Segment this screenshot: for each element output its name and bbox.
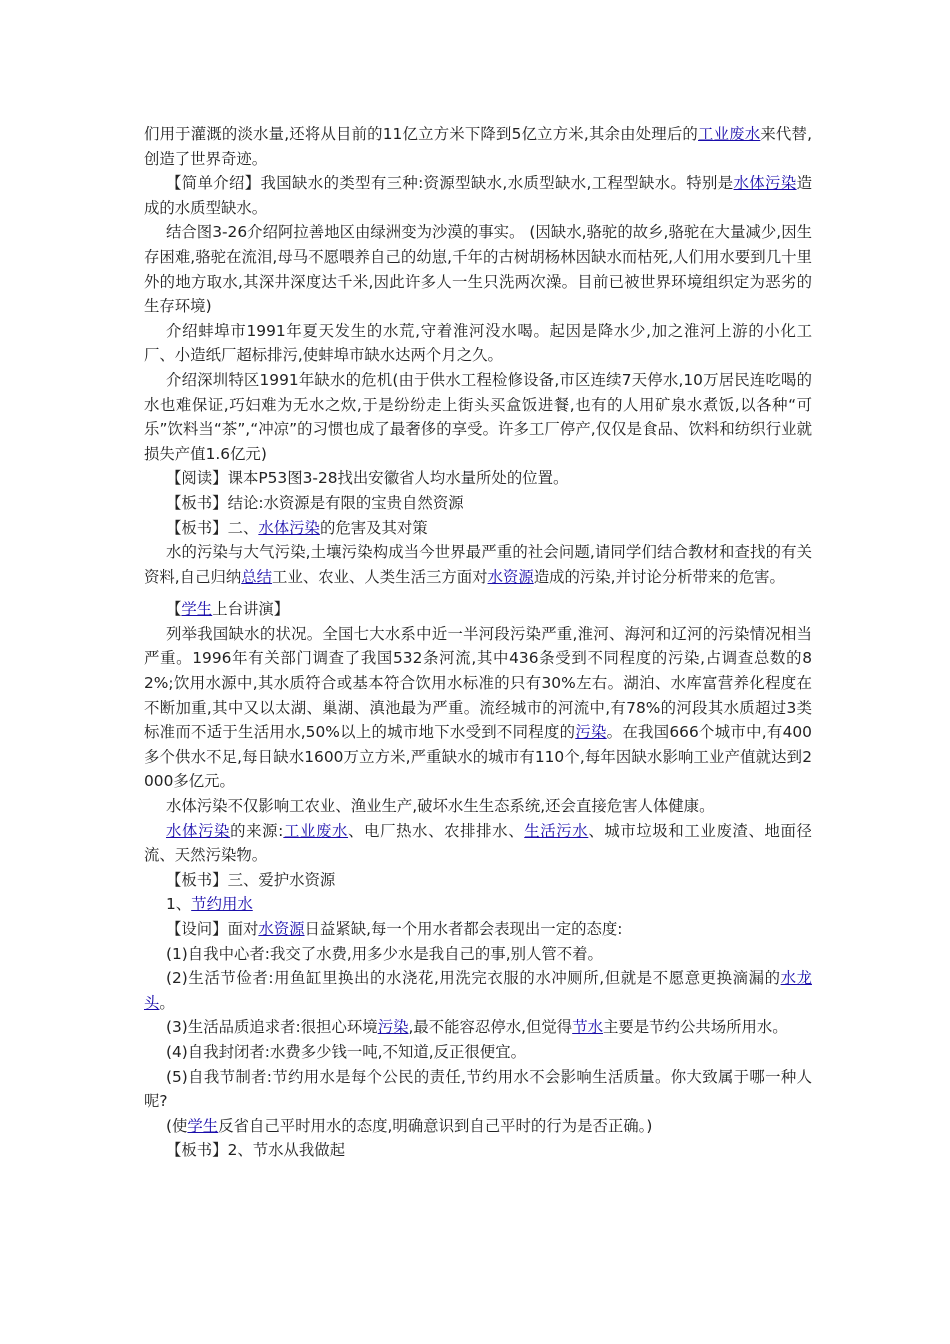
paragraph-text: 主要是节约公共场所用水。 — [602, 1018, 788, 1037]
keyword-link[interactable]: 生活污水 — [524, 821, 589, 840]
paragraph-text: 的危害及其对策 — [319, 518, 428, 537]
paragraph-text: 1、 — [166, 895, 192, 914]
paragraph-text: 来代替,创造了世界奇迹。 — [144, 125, 812, 168]
paragraph-text: 【板书】结论:水资源是有限的宝贵自然资源 — [166, 493, 464, 512]
paragraph — [144, 917, 812, 942]
paragraph — [144, 1015, 812, 1040]
paragraph-text: 结合图3-26介绍阿拉善地区由绿洲变为沙漠的事实。 (因缺水,骆驼的故乡,骆驼在大量减少,因生存困难,骆驼在流泪,母马不愿喂养自己的幼崽,千年的古树胡杨林因缺水而枯死,人们用水要到几十里外的地方取水,其深井深度达千米,因此许多人一生只洗两次澡。目前已被世界环境组织定为恶劣的生存环境) — [144, 223, 812, 316]
paragraph-text: 列举我国缺水的状况。全国七大水系中近一半河段污染严重,淮河、海河和辽河的污染情况相当严重。1996年有关部门调查了我国532条河流,其中436条受到不同程度的污染,占调查总数的82%;饮用水源中,其水质符合或基本符合饮用水标准的只有30%左右。湖泊、水库富营养化程度在不断加重,其中又以太湖、巢湖、滇池最为严重。流经城市的河流中,有78%的河段其水质超过3类标准而不适于生活用水,50%以上的城市地下水受到不同程度的 — [144, 624, 812, 742]
paragraph — [144, 794, 812, 819]
paragraph — [144, 319, 812, 368]
paragraph-text: (3)生活品质追求者:很担心环境 — [166, 1018, 378, 1037]
paragraph-text: 日益紧缺,每一个用水者都会表现出一定的态度: — [304, 920, 623, 938]
keyword-link[interactable]: 学生 — [181, 600, 213, 619]
paragraph-text: 水体污染不仅影响工农业、渔业生产,破坏水生生态系统,还会直接危害人体健康。 — [166, 797, 715, 816]
paragraph-text: 反省自己平时用水的态度,明确意识到自己平时的行为是否正确。) — [218, 1116, 653, 1135]
paragraph — [144, 892, 812, 917]
keyword-link[interactable]: 水体污染 — [733, 174, 797, 193]
paragraph-text: 造成的水质型缺水。 — [144, 174, 812, 217]
keyword-link[interactable]: 水体污染 — [166, 821, 231, 840]
keyword-link[interactable]: 工业废水 — [698, 125, 761, 143]
paragraph — [144, 171, 812, 220]
paragraph — [144, 516, 812, 541]
keyword-link[interactable]: 水资源 — [487, 567, 534, 586]
paragraph-text: (1)自我中心者:我交了水费,用多少水是我自己的事,别人管不着。 — [166, 944, 603, 963]
document-body — [144, 122, 812, 1163]
paragraph-text: 们用于灌溉的淡水量,还将从目前的11亿立方米下降到5亿立方米,其余由处理后的 — [144, 125, 699, 143]
paragraph — [144, 1114, 812, 1139]
paragraph-text: 【 — [166, 600, 182, 619]
keyword-link[interactable]: 污染 — [377, 1018, 409, 1037]
keyword-link[interactable]: 总结 — [241, 567, 273, 586]
paragraph — [144, 220, 812, 318]
paragraph-text: 的来源: — [230, 821, 284, 840]
paragraph — [144, 122, 812, 171]
paragraph-text: ,最不能容忍停水,但觉得 — [408, 1018, 573, 1037]
paragraph-text: 【设问】面对 — [166, 920, 259, 938]
paragraph — [144, 491, 812, 516]
keyword-link[interactable]: 节约用水 — [191, 895, 253, 914]
paragraph — [144, 942, 812, 967]
paragraph-text: 、城市垃圾和工业废渣、地面径流、天然污染物。 — [144, 821, 812, 865]
paragraph-text: 。在我国666个城市中,有400多个供水不足,每日缺水1600万立方米,严重缺水的城市有110个,每年因缺水影响工业产值就达到2000多亿元。 — [144, 723, 812, 791]
paragraph-text: (5)自我节制者:节约用水是每个公民的责任,节约用水不会影响生活质量。你大致属于哪一种人呢? — [144, 1067, 812, 1111]
paragraph-text: 水的污染与大气污染,土壤污染构成当今世界最严重的社会问题,请同学们结合教材和查找的有关资料,自己归纳 — [144, 543, 812, 586]
paragraph-text: 工业、农业、人类生活三方面对 — [272, 567, 488, 586]
paragraph — [144, 1040, 812, 1065]
paragraph — [144, 819, 812, 868]
paragraph-text: 介绍蚌埠市1991年夏天发生的水荒,守着淮河没水喝。起因是降水少,加之淮河上游的小化工厂、小造纸厂超标排污,使蚌埠市缺水达两个月之久。 — [144, 321, 812, 365]
keyword-link[interactable]: 水资源 — [258, 920, 305, 938]
paragraph — [144, 868, 812, 893]
paragraph-text: (4)自我封闭者:水费多少钱一吨,不知道,反正很便宜。 — [166, 1042, 526, 1061]
paragraph-text: (2)生活节俭者:用鱼缸里换出的水浇花,用洗完衣服的水冲厕所,但就是不愿意更换滴漏的 — [166, 969, 781, 988]
paragraph — [144, 597, 812, 622]
keyword-link[interactable]: 学生 — [187, 1116, 219, 1135]
paragraph — [144, 466, 812, 491]
paragraph-text: 介绍深圳特区1991年缺水的危机(由于供水工程检修设备,市区连续7天停水,10万居民连吃喝的水也难保证,巧妇难为无水之炊,于是纷纷走上街头买盒饭进餐,也有的人用矿泉水煮饭,以各种“可乐”饮料当“茶”,“冲凉”的习惯也成了最奢侈的享受。许多工厂停产,仅仅是食品、饮料和纺织行业就损失产值1.6亿元) — [144, 370, 812, 463]
paragraph-gap — [144, 589, 812, 597]
keyword-link[interactable]: 水体污染 — [258, 518, 320, 537]
paragraph — [144, 622, 812, 794]
keyword-link[interactable]: 节水 — [572, 1018, 603, 1037]
paragraph-text: 、电厂热水、农排排水、 — [348, 821, 525, 840]
paragraph-text: 【板书】三、爱护水资源 — [166, 870, 336, 889]
keyword-link[interactable]: 污染 — [575, 723, 607, 742]
paragraph-text: (使 — [166, 1116, 188, 1135]
paragraph — [144, 1138, 812, 1163]
paragraph-text: 【简单介绍】我国缺水的类型有三种:资源型缺水,水质型缺水,工程型缺水。特别是 — [166, 174, 734, 193]
paragraph-text: 【板书】2、节水从我做起 — [166, 1141, 346, 1160]
paragraph-text: 【阅读】课本P53图3-28找出安徽省人均水量所处的位置。 — [166, 469, 569, 488]
keyword-link[interactable]: 水龙头 — [144, 969, 812, 1012]
paragraph-text: 上台讲演】 — [212, 600, 290, 619]
paragraph — [144, 966, 812, 1015]
paragraph-text: 。 — [159, 993, 175, 1012]
paragraph — [144, 368, 812, 466]
keyword-link[interactable]: 工业废水 — [283, 821, 349, 840]
paragraph — [144, 1065, 812, 1114]
paragraph-text: 【板书】二、 — [166, 518, 259, 537]
paragraph-text: 造成的污染,并讨论分析带来的危害。 — [533, 567, 785, 586]
paragraph — [144, 540, 812, 589]
